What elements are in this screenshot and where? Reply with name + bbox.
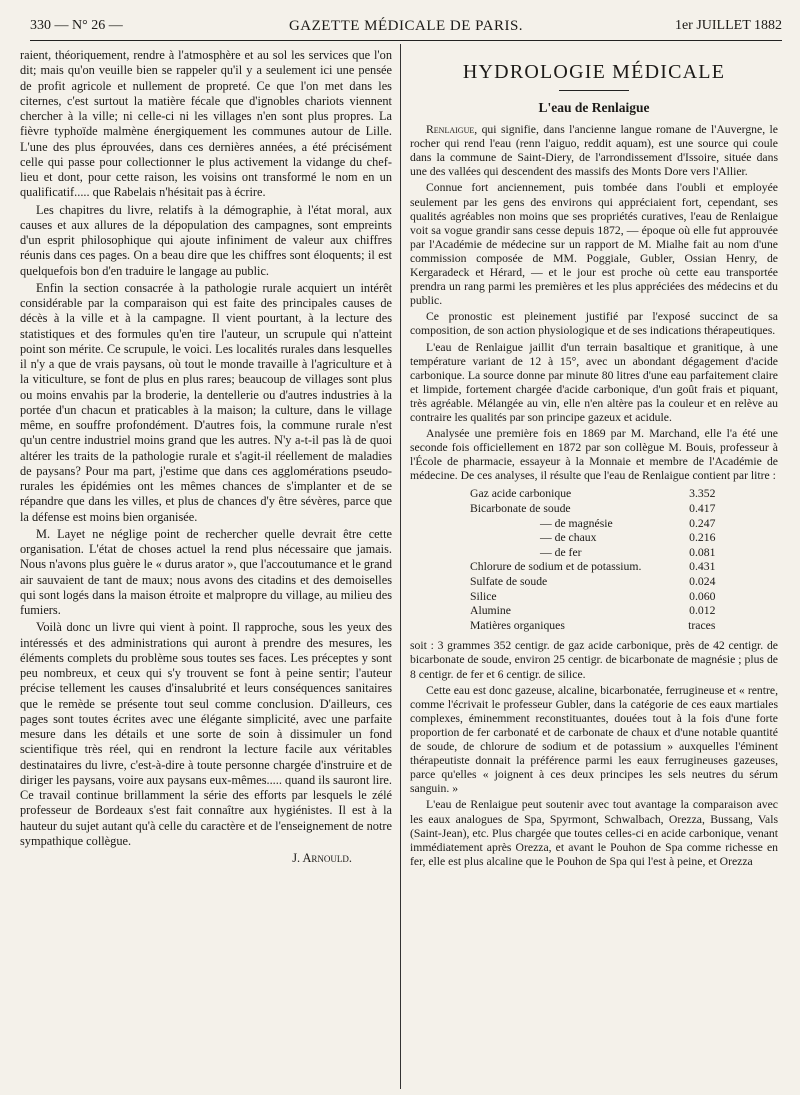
analysis-row — [470, 531, 715, 546]
component-value: 0.060 — [689, 589, 716, 603]
paragraph: L'eau de Renlaigue peut soutenir avec tout avantage la comparaison avec les eaux analogues de Spa, Spyrmont, Schwalbach, Orezza, Bussang, Vals (Saint-Jean), etc. Plus chargée que toutes celles-ci en acide carbonique, venant immédiatement après Orezza, et avant le Pouhon de Spa comme richesse en fer, elle est plus alcaline que le Pouhon de Spa qui l'est à peine, et Orezza — [410, 798, 778, 868]
paragraph: Cette eau est donc gazeuse, alcaline, bicarbonatée, ferrugineuse et « rentre, comme l'écrivait le professeur Gubler, dans la catégorie de ces eaux martiales complexes, éminemment reconstituantes, douées tout à la fois d'une forte proportion de fer carbonaté et de carbonate de chaux et d'une notable quantité de soude, de chlorure de sodium et de potassium » auxquelles l'éminent thérapeutiste donnait la préférence parmi les eaux ferrugineuses gazeuses, parce qu'elles « joignent à ces deux principes les sels neutres du sérum sanguin. » — [410, 683, 778, 796]
paragraph: Voilà donc un livre qui vient à point. Il rapproche, sous les yeux des intéressés et des administrations qui auront à prendre des mesures, les éléments complets du problème sous toutes ses faces. Les préceptes y sont peu nombreux, et ceux qui s'y trouvent se font à peine sentir; l'auteur précise tellement les causes d'insalubrité et leurs conséquences sanitaires que le remède se présente tout seul comme conclusion. D'ailleurs, ces pages sont toutes écrites avec une élégante simplicité, avec une parfaite mesure dans les détails et une sorte de soin à dissimuler un fond scientifique très réel, qui en rendront la lecture facile aux véritables destinataires du livre, c'est-à-dire à toute personne chargée d'instruire et de diriger les paysans, voire aux paysans eux-mêmes..... quand ils sauront lire. Ce travail continue brillamment la série des efforts par lesquels le zélé professeur de Bordeaux s'est fait connaître aux hygiénistes. Il est à la hauteur du sujet autant qu'à celle du caractère et de l'enseignement de notre sympathique collègue. — [20, 620, 392, 848]
paragraph: raient, théoriquement, rendre à l'atmosphère et au sol les services que l'on dit; mais qu'on veuille bien se rappeler qu'il y a seulement ici une pensée de profit agricole et nullement de propreté. Ce que l'on met dans les citernes, c'est surtout la matière fécale que d'ignobles chariots viennent chercher à la ville; ni celle-ci ni les villages n'en sont plus propres. La fièvre typhoïde malmène énergiquement les communes autour de Lille. L'une des plus éprouvées, dans ces dernières années, a été précisément celle qui passe pour collectionner le plus activement la vidange du chef-lieu et dont, pour cette raison, les voisins ont transformé le nom en un qualificatif..... que Rabelais n'hésitait pas à écrire. — [20, 48, 392, 200]
component-value: 0.247 — [689, 516, 716, 530]
component-value: 0.216 — [689, 531, 716, 545]
component-value: 0.081 — [689, 545, 716, 559]
paragraph: M. Layet ne néglige point de rechercher quelle devrait être cette organisation. L'état de choses actuel la rend plus nécessaire que jamais. Nous n'avons plus guère le « durus arator », que l'accoutumance et le grand air sauvaient de tant de maux; nous avons des citadins et des demoiselles qui sont logés dans la maison étroite et malpropre du village, au milieu des fumiers. — [20, 526, 392, 617]
analysis-table — [470, 487, 715, 633]
analysis-row — [470, 575, 715, 590]
section-heading: HYDROLOGIE MÉDICALE — [462, 61, 726, 83]
analysis-row — [470, 619, 715, 634]
paragraph: L'eau de Renlaigue jaillit d'un terrain basaltique et granitique, à une température variant de 12 à 15°, avec un abondant dégagement d'acide carbonique. La source donne par minute 80 litres d'une eau parfaitement claire et limpide, fortement chargée d'acide carbonique, d'un goût frais et piquant, très agréable. Mélangée au vin, elle n'en altère pas la couleur et en relève au contraire les qualités par son principe gazeux et acidule. — [410, 340, 778, 424]
component-value: 3.352 — [689, 487, 716, 501]
analysis-row — [470, 517, 715, 532]
page-number-issue: 330 — N° 26 — — [30, 18, 123, 33]
component-name: Chlorure de sodium et de potassium. — [470, 560, 642, 574]
component-name: Alumine — [470, 604, 511, 618]
analysis-row — [470, 560, 715, 575]
paragraph: Enfin la section consacrée à la pathologie rurale acquiert un intérêt considérable par la comparaison qui est faite des principales causes de décès à la ville et à la campagne. Il vient pourtant, à la lecture des statistiques et des formules qu'en tire l'auteur, un scrupule qui n'atteint point son mérite. Ce scrupule, le voici. Les localités rurales dans lesquelles il n'y a que de vrais paysans, où tout le monde travaille à l'agriculture et à la viticulture, se font de plus en plus rares; beaucoup de villages sont plus ou moins envahis par la broderie, la dentellerie ou d'autres industries à la portée d'un chacun et praticables à la maison; la culture, dans le village même, en souffre profondément. D'autres fois, la commune rurale n'est qu'un centre industriel moins grand que les autres. N'y a-t-il pas là de quoi altérer les traits de la pathologie rurale et s'agit-il réellement de maladies de paysans? Pour ma part, j'estime que dans ces agglomérations pseudo-rurales les épidémies ont les mêmes chances de s'implanter et de se répandre que dans les villes, et plus de chances d'y être sévères, parce que la défense est moins bien organisée. — [20, 280, 392, 524]
analysis-row — [470, 487, 715, 502]
component-value: 0.417 — [689, 502, 716, 516]
lead-word: Renlaigue — [426, 123, 475, 137]
intro-paragraph — [410, 123, 778, 179]
component-name: Gaz acide carbonique — [470, 487, 572, 501]
title-rule — [559, 90, 629, 91]
intro-text: , qui signifie, dans l'ancienne langue romane de l'Auvergne, le rocher qui rend l'eau (renn l'aiguo, reddit aquam), est une source qui coule dans la commune de Saint-Diery, de l'arrondissement d'Issoire, située dans une des vallées qui descendent des massifs des Monts Dore vers l'Allier. — [410, 123, 778, 179]
paragraph: soit : 3 grammes 352 centigr. de gaz acide carbonique, près de 42 centigr. de bicarbonate de soude, environ 25 centigr. de bicarbonate de magnésie ; plus de 8 centigr. de fer et 6 centigr. de silice. — [410, 639, 778, 681]
analysis-row — [470, 502, 715, 517]
author-signature: J. Arnould. — [292, 851, 352, 865]
right-column — [410, 48, 778, 1089]
paragraph: Connue fort anciennement, puis tombée dans l'oubli et employée seulement par les gens des environs qui appréciaient fort, cependant, ses qualités agréables non moins que ses propriétés curatives, l'eau de Renlaigue voit sa vogue grandir sans cesse depuis 1872, — époque où elle fut approuvée par l'Académie de médecine sur un rapport de M. Mialhe fait au nom d'une commission composée de MM. Poggiale, Gubler, Ossian Henry, de Kergaradeck et Hérard, — et le jour est proche où cette eau transportée prendra un rang parmi les premières et les plus appréciées des médecins et du public. — [410, 181, 778, 308]
analysis-row — [470, 604, 715, 619]
component-name: — de magnésie — [540, 516, 613, 530]
component-name: — de fer — [540, 545, 582, 559]
analysis-row — [470, 546, 715, 561]
page-header — [30, 12, 782, 41]
journal-title: GAZETTE MÉDICALE DE PARIS. — [288, 18, 524, 34]
article-title: L'eau de Renlaigue — [538, 100, 650, 115]
component-name: — de chaux — [540, 531, 597, 545]
component-value: 0.012 — [689, 604, 716, 618]
paragraph: Analysée une première fois en 1869 par M. Marchand, elle l'a été une seconde fois officiellement en 1872 par son collègue M. Bouis, professeur à l'École de pharmacie, essayeur à la Monnaie et membre de l'Académie de médecine. De ces analyses, il résulte que l'eau de Renlaigue contient par litre : — [410, 427, 778, 483]
component-value: traces — [688, 618, 716, 632]
paragraph: Les chapitres du livre, relatifs à la démographie, à l'état moral, aux causes et aux allures de la dépopulation des campagnes, sont empreints d'un esprit philosophique qui ajoute infiniment de valeur aux chiffres réunis dans ces pages. On a beau dire que les chiffres sont éloquents; il est quelquefois bon d'en traduire le langage au public. — [20, 202, 392, 278]
issue-date: 1er JUILLET 1882 — [674, 18, 782, 33]
component-name: Bicarbonate de soude — [470, 502, 571, 516]
left-column — [20, 48, 392, 1089]
component-value: 0.024 — [689, 575, 716, 588]
paragraph: Ce pronostic est pleinement justifié par l'exposé succinct de sa composition, de son action physiologique et de ses indications thérapeutiques. — [410, 310, 778, 338]
component-name: Matières organiques — [470, 618, 565, 632]
analysis-row — [470, 590, 715, 605]
component-value: 0.431 — [689, 560, 716, 574]
column-divider — [400, 44, 401, 1089]
component-name: Sulfate de soude — [470, 575, 548, 588]
component-name: Silice — [470, 589, 497, 603]
